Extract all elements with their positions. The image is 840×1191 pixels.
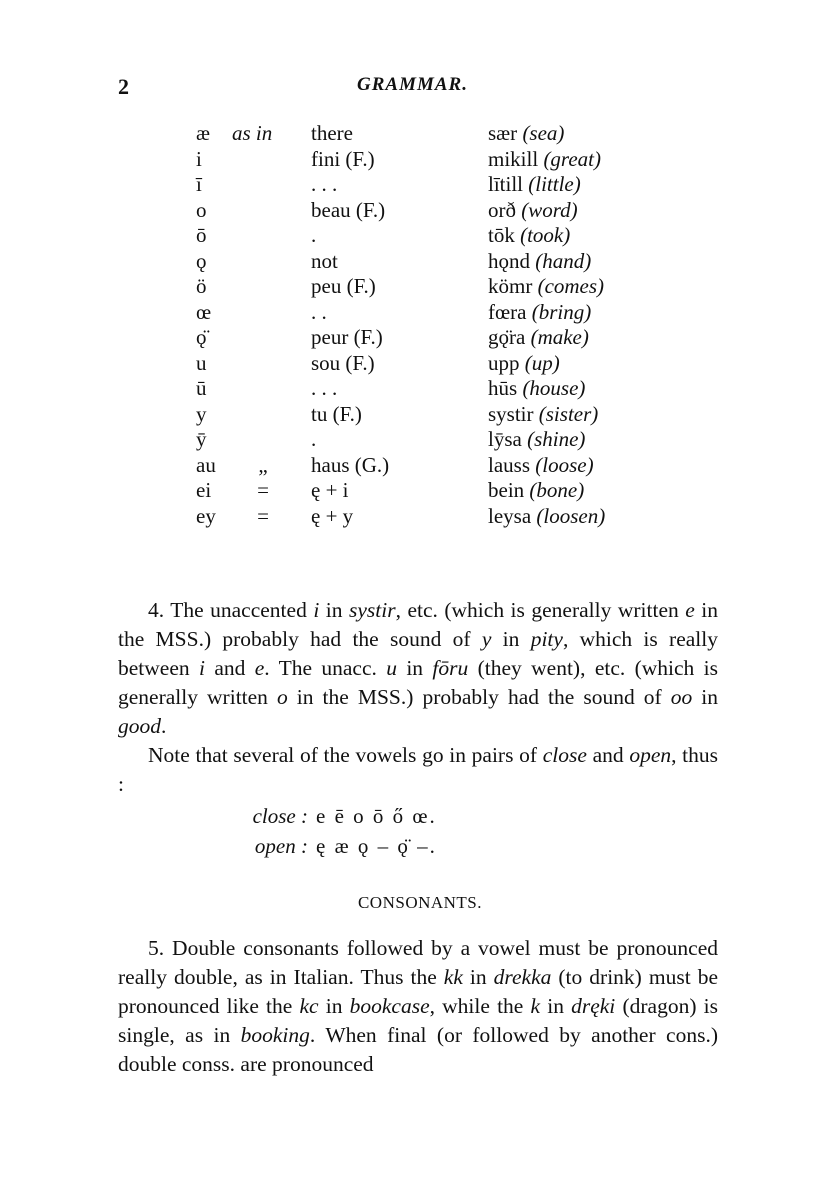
norse-word bbox=[488, 274, 604, 300]
vowel-row bbox=[0, 325, 840, 351]
vowel-example: ę + y bbox=[311, 503, 354, 528]
close-vowels-line bbox=[0, 804, 840, 832]
norse-word bbox=[488, 402, 598, 428]
vowel-row bbox=[0, 172, 840, 198]
word-gloss: (up) bbox=[524, 350, 560, 375]
close-values: e ē o ō ő œ. bbox=[316, 804, 437, 828]
word-text: orð bbox=[488, 197, 516, 222]
vowel-example: beau (F.) bbox=[311, 197, 386, 222]
vowel-example: haus (G.) bbox=[311, 452, 390, 477]
vowel-symbol: ei bbox=[196, 478, 212, 502]
word-gloss: (loose) bbox=[535, 452, 594, 477]
vowel-example: . . bbox=[311, 299, 327, 324]
page-header bbox=[0, 74, 840, 104]
norse-word bbox=[488, 351, 560, 377]
vowel-row bbox=[0, 274, 840, 300]
norse-word bbox=[488, 223, 570, 249]
relation-mark: = bbox=[257, 503, 269, 528]
italic-run: u bbox=[386, 656, 397, 680]
norse-word bbox=[488, 147, 601, 173]
text-run: and bbox=[204, 656, 255, 680]
word-gloss: (bring) bbox=[531, 299, 592, 324]
italic-run: booking bbox=[240, 1023, 310, 1047]
vowel-row bbox=[0, 453, 840, 479]
word-gloss: (comes) bbox=[537, 274, 605, 298]
word-text: bein bbox=[488, 478, 525, 502]
vowel-symbol: o bbox=[196, 197, 207, 222]
vowel-example: fini (F.) bbox=[311, 146, 375, 171]
italic-run: open bbox=[629, 743, 672, 767]
text-run: . bbox=[161, 714, 167, 738]
text-run: in the MSS.) probably had the sound of bbox=[118, 598, 718, 651]
word-gloss: (bone) bbox=[529, 478, 585, 502]
norse-word bbox=[488, 427, 585, 453]
word-text: systir bbox=[488, 401, 534, 426]
word-gloss: (little) bbox=[528, 172, 581, 196]
paragraph-number: 5. bbox=[148, 936, 165, 960]
vowel-symbol: ī bbox=[196, 172, 202, 196]
paragraph-number: 4. bbox=[148, 598, 165, 622]
word-text: tōk bbox=[488, 223, 515, 247]
text-run: in bbox=[692, 685, 718, 709]
italic-run: i bbox=[313, 598, 320, 622]
italic-run: kc bbox=[299, 994, 319, 1018]
text-run: and bbox=[586, 743, 630, 767]
italic-run: drekka bbox=[493, 965, 552, 989]
close-label: close : bbox=[252, 804, 308, 828]
norse-word bbox=[488, 478, 584, 504]
vowel-example: ę + i bbox=[311, 478, 349, 502]
word-text: lȳsa bbox=[488, 427, 522, 451]
vowel-row bbox=[0, 147, 840, 173]
word-gloss: (hand) bbox=[535, 248, 592, 273]
word-text: leysa bbox=[488, 503, 532, 528]
italic-run: close bbox=[542, 743, 587, 767]
word-gloss: (make) bbox=[530, 325, 589, 349]
paragraph-4 bbox=[118, 596, 718, 741]
vowel-symbol: au bbox=[196, 452, 216, 477]
italic-run: bookcase bbox=[349, 994, 430, 1018]
text-run: , etc. (which is generally written bbox=[395, 598, 686, 622]
page-number: 2 bbox=[118, 74, 129, 99]
vowel-row bbox=[0, 223, 840, 249]
word-text: upp bbox=[488, 350, 520, 375]
norse-word bbox=[488, 121, 564, 147]
italic-run: e bbox=[254, 656, 265, 680]
open-values: ę æ ǫ – ǫ̈ –. bbox=[316, 834, 437, 858]
vowel-example: sou (F.) bbox=[311, 350, 375, 375]
vowel-example: . . . bbox=[311, 376, 338, 400]
word-text: lītill bbox=[488, 172, 524, 196]
vowel-symbol: œ bbox=[196, 299, 212, 324]
vowel-row bbox=[0, 376, 840, 402]
vowel-table bbox=[0, 121, 840, 529]
vowel-example: . bbox=[311, 427, 317, 451]
italic-run: fōru bbox=[432, 656, 469, 680]
italic-run: dręki bbox=[571, 994, 616, 1018]
word-gloss: (great) bbox=[543, 146, 601, 171]
italic-run: y bbox=[481, 627, 492, 651]
open-label: open : bbox=[254, 834, 308, 858]
vowel-symbol: ey bbox=[196, 503, 216, 528]
vowel-symbol: ō bbox=[196, 223, 207, 247]
relation-mark: „ bbox=[258, 452, 268, 477]
italic-run: oo bbox=[670, 685, 693, 709]
text-run: in the MSS.) probably had the sound of bbox=[287, 685, 671, 709]
vowel-row bbox=[0, 402, 840, 428]
vowel-row bbox=[0, 300, 840, 326]
norse-word bbox=[488, 376, 585, 402]
as-in-label: as in bbox=[232, 121, 273, 145]
vowel-symbol: ȳ bbox=[196, 427, 207, 451]
norse-word bbox=[488, 453, 594, 479]
text-run: in bbox=[319, 598, 349, 622]
text-run: (dragon) is single, as in bbox=[118, 994, 718, 1047]
text-run: , while the bbox=[429, 994, 531, 1018]
text-run: in bbox=[318, 994, 350, 1018]
word-text: hǫnd bbox=[488, 248, 530, 273]
vowel-symbol: ö bbox=[196, 274, 207, 298]
vowel-example: . bbox=[311, 223, 317, 247]
norse-word bbox=[488, 325, 589, 351]
vowel-row bbox=[0, 351, 840, 377]
word-gloss: (word) bbox=[521, 197, 578, 222]
vowel-symbol: æ bbox=[196, 121, 211, 145]
vowel-example: there bbox=[311, 121, 353, 145]
vowel-row bbox=[0, 121, 840, 147]
text-run: in bbox=[540, 994, 572, 1018]
word-gloss: (house) bbox=[522, 376, 586, 400]
italic-run: pity bbox=[530, 627, 563, 651]
word-text: mikill bbox=[488, 146, 539, 171]
paragraph-5 bbox=[118, 934, 718, 1079]
vowel-symbol: u bbox=[196, 350, 207, 375]
word-gloss: (took) bbox=[520, 223, 571, 247]
vowel-example: peu (F.) bbox=[311, 274, 376, 298]
vowel-example: . . . bbox=[311, 172, 338, 196]
word-gloss: (loosen) bbox=[536, 503, 606, 528]
word-text: lauss bbox=[488, 452, 530, 477]
section-heading: CONSONANTS. bbox=[357, 893, 483, 912]
word-text: kömr bbox=[488, 274, 533, 298]
vowel-example: peur (F.) bbox=[311, 325, 383, 349]
vowel-row bbox=[0, 427, 840, 453]
vowel-example: tu (F.) bbox=[311, 401, 362, 426]
word-text: hūs bbox=[488, 376, 518, 400]
text-run: in bbox=[396, 656, 433, 680]
norse-word bbox=[488, 300, 591, 326]
vowel-example: not bbox=[311, 248, 338, 273]
word-text: sær bbox=[488, 121, 518, 145]
vowel-row bbox=[0, 504, 840, 530]
norse-word bbox=[488, 172, 581, 198]
vowel-row bbox=[0, 249, 840, 275]
italic-run: kk bbox=[443, 965, 463, 989]
text-run: in bbox=[491, 627, 531, 651]
text-run: . The unacc. bbox=[264, 656, 387, 680]
text-run: Note that several of the vowels go in pairs of bbox=[148, 743, 543, 767]
open-vowels-line bbox=[0, 834, 840, 862]
vowel-row bbox=[0, 198, 840, 224]
norse-word bbox=[488, 504, 605, 530]
text-run: (they went), etc. (which is generally written bbox=[118, 656, 718, 709]
text-run: Double consonants followed by a vowel must be pronounced really double, as in Italian. Thus the bbox=[118, 936, 718, 989]
italic-run: i bbox=[198, 656, 205, 680]
italic-run: o bbox=[276, 685, 288, 709]
vowel-symbol: ǫ bbox=[196, 248, 207, 273]
note-paragraph bbox=[118, 741, 718, 799]
vowel-symbol: ū bbox=[196, 376, 207, 400]
italic-run: good bbox=[118, 714, 161, 738]
word-text: gǫ̈ra bbox=[488, 325, 526, 349]
text-run: , thus : bbox=[118, 743, 719, 796]
text-run: The unaccented bbox=[164, 598, 314, 622]
word-gloss: (sister) bbox=[538, 401, 599, 426]
word-text: fœra bbox=[488, 299, 527, 324]
text-run: , which is really between bbox=[118, 627, 718, 680]
running-title: GRAMMAR. bbox=[357, 74, 468, 95]
relation-mark: = bbox=[257, 478, 269, 502]
vowel-symbol: i bbox=[196, 146, 202, 171]
italic-run: k bbox=[530, 994, 541, 1018]
vowel-row bbox=[0, 478, 840, 504]
italic-run: systir bbox=[349, 598, 396, 622]
word-gloss: (shine) bbox=[527, 427, 586, 451]
norse-word bbox=[488, 198, 578, 224]
text-run: (to drink) must be pronounced like the bbox=[118, 965, 718, 1018]
norse-word bbox=[488, 249, 591, 275]
vowel-symbol: ǫ̈ bbox=[196, 325, 207, 349]
text-run: . When final (or followed by another cons.) double conss. are pronounced bbox=[118, 1023, 718, 1076]
word-gloss: (sea) bbox=[522, 121, 565, 145]
italic-run: e bbox=[685, 598, 695, 622]
text-run: in bbox=[462, 965, 494, 989]
vowel-symbol: y bbox=[196, 401, 207, 426]
